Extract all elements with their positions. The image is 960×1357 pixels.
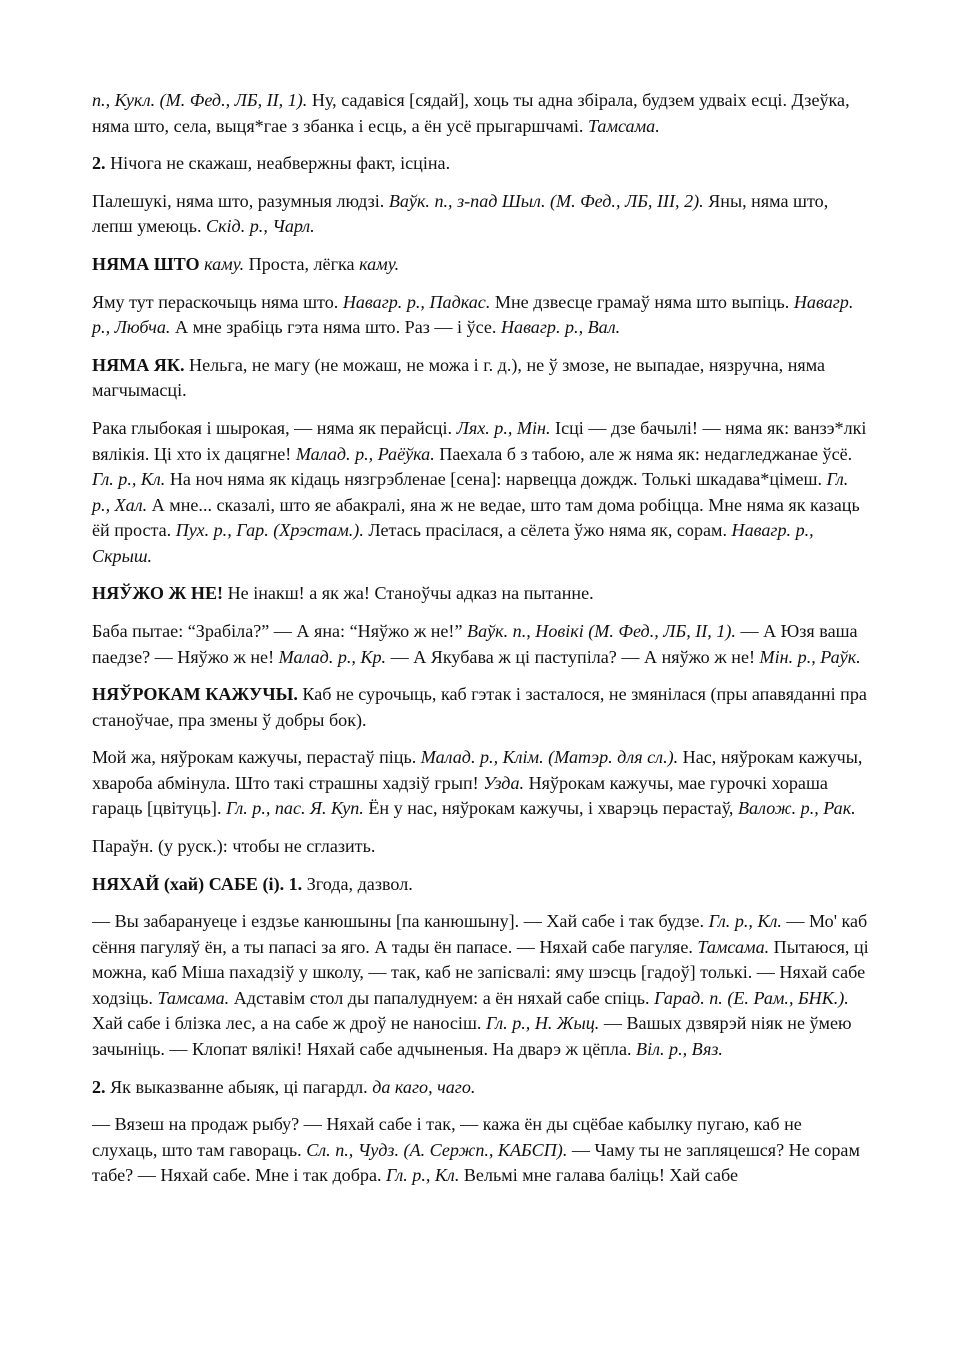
entry-headword: 2. [92, 1076, 106, 1097]
source-reference: Навагр. р., Любча. [92, 291, 854, 338]
entry-headword: НЯХАЙ (хай) САБЕ (і). 1. [92, 873, 303, 894]
text-run: Мой жа, няўрокам кажучы, перастаў піць. [92, 747, 421, 768]
text-run: Пытаюся, ці можна, каб Міша пахадзіў у школу, — так, каб не запісвалі: яму шэсць [гадоў] толькі. — Няхай сабе ходзіць. [92, 936, 869, 1008]
text-run: Ну, садавіся [сядай], хоць ты адна збірала, будзем удваіх есці. Дзеўка, няма што, села, выця*гае з збанка і есць, а ён усё прыгаршчамі. [92, 90, 850, 136]
text-run: Вельмі мне галава баліць! Хай сабе [459, 1165, 738, 1186]
source-reference: Узда. [483, 772, 525, 793]
paragraph [92, 834, 870, 860]
source-reference: Валож. р., Рак. [737, 798, 856, 819]
text-run: — А Якубава ж ці паступіла? — А няўжо ж не! [386, 646, 760, 667]
text-run: — Чаму ты не запляцешся? Не сорам табе? — Няхай сабе. Мне і так добра. [92, 1139, 860, 1186]
paragraph [92, 581, 870, 607]
source-reference: Навагр. р., Падкас. [342, 291, 491, 312]
entry-headword: НЯМА ШТО [92, 254, 200, 275]
source-reference: Лях. р., Мін. [456, 418, 551, 439]
entry-headword: НЯЎРОКАМ КАЖУЧЫ. [92, 684, 298, 705]
text-run: Рака глыбокая і шырокая, — няма як перайсці. [92, 418, 457, 439]
source-reference: Ваўк. п., з-пад Шыл. (М. Фед., ЛБ, ІІІ, 2). [388, 190, 704, 211]
text-run: — Вашых дзвярэй ніяк не ўмею зачыніць. — Клопат вялікі! Няхай сабе адчыненыя. На дварэ ж цёпла. [92, 1013, 852, 1059]
source-reference: каму. [204, 254, 245, 275]
text-run: Не інакш! а як жа! Станоўчы адказ на пытанне. [223, 583, 594, 604]
paragraph [92, 88, 870, 139]
source-reference: Гл. р., Кл. [386, 1165, 460, 1186]
source-reference: Тамсама. [697, 936, 770, 957]
source-reference: Гл. р., Н. Жыц. [485, 1013, 600, 1034]
source-reference: Навагр. р., Скрыш. [92, 520, 814, 566]
text-run: Адставім стол ды папалуднуем: а ён няхай сабе спіць. [229, 987, 655, 1008]
source-reference: Малад. р., Кр. [278, 646, 387, 667]
source-reference: Гарад. п. (Е. Рам., БНК.). [654, 987, 849, 1008]
entry-headword: 2. [92, 153, 106, 174]
paragraph [92, 1075, 870, 1101]
document-page [92, 88, 870, 1201]
text-run: Палешукі, няма што, разумныя людзі. [92, 190, 389, 211]
text-run: Летась прасілася, а сёлета ўжо няма як, сорам. [363, 520, 732, 541]
text-run: — Мо' каб сёння пагуляў ён, а ты папасі за яго. А тады ён папасе. — Няхай сабе пагуляе. [92, 911, 868, 957]
paragraph [92, 619, 870, 670]
source-reference: Тамсама. [157, 987, 230, 1008]
source-reference: Малад. р., Клім. (Матэр. для сл.). [420, 747, 679, 768]
paragraph [92, 1112, 870, 1189]
entry-headword: НЯМА ЯК. [92, 354, 185, 375]
text-run: Проста, лёгка [244, 254, 360, 275]
text-run: А мне... сказалі, што яе абакралі, яна ж не ведае, што там дома робіцца. Мне няма як казаць ёй проста. [92, 494, 860, 541]
text-run: На ноч няма як кідаць нязгрэбленае [сена]: нарвецца дождж. Толькі шкадава*цімеш. [165, 469, 827, 490]
paragraph [92, 252, 870, 278]
text-run: Параўн. (у руск.): чтобы не сглазить. [92, 836, 376, 857]
paragraph [92, 151, 870, 177]
text-run: — Вязеш на продаж рыбу? — Няхай сабе і так, — кажа ён ды сцёбае кабылку пугаю, каб не слухаць, што там гавораць. [92, 1114, 802, 1160]
source-reference: Гл. р., Кл. [92, 469, 166, 490]
text-run: Згода, дазвол. [302, 873, 413, 894]
paragraph [92, 745, 870, 822]
source-reference: Сл. п., Чудз. (А. Сержп., КАБСП). [306, 1139, 568, 1160]
text-run: Мне дзвесце грамаў няма што выпіць. [490, 291, 794, 312]
paragraph [92, 416, 870, 569]
text-run: — Вы забарануеце і ездзье канюшыны [па канюшыну]. — Хай сабе і так будзе. [92, 911, 709, 932]
source-reference: Пух. р., Гар. (Хрэстам.). [175, 520, 364, 541]
source-reference: да каго, чаго. [372, 1076, 476, 1097]
paragraph [92, 909, 870, 1062]
source-reference: Навагр. р., Вал. [500, 317, 621, 338]
paragraph [92, 682, 870, 733]
text-run: Нельга, не магу (не можаш, не можа і г. д.), не ў змозе, не выпадае, нязручна, няма магчымасці. [92, 354, 826, 401]
text-run: Няўрокам кажучы, мае гурочкі хораша гараць [цвітуць]. [92, 772, 828, 819]
source-reference: Гл. р., Кл. [708, 911, 782, 932]
text-run: Ісці — дзе бачылі! — няма як: ванзэ*лкі вялікія. Ці хто іх дацягне! [92, 418, 867, 464]
text-run: Ён у нас, няўрокам кажучы, і хварэць перастаў, [363, 798, 738, 819]
text-run: Хай сабе і блізка лес, а на сабе ж дроў не наносіш. [92, 1013, 486, 1034]
source-reference: каму. [359, 254, 400, 275]
text-run: Баба пытае: “Зрабіла?” — А яна: “Няўжо ж не!” [92, 621, 468, 641]
source-reference: Скід. р., Чарл. [206, 216, 315, 237]
text-run: Нас, няўрокам кажучы, хвароба абмінула. Што такі страшны хадзіў грып! [92, 747, 863, 793]
text-run: Яму тут пераскочыць няма што. [92, 291, 343, 312]
text-run: Каб не сурочыць, каб гэтак і засталося, не змянілася (пры апавяданні пра станоўчае, пра змены ў добры бок). [92, 684, 867, 730]
source-reference: Ваўк. п., Новікі (М. Фед., ЛБ, ІІ, 1). [467, 621, 736, 641]
text-run: — А Юзя ваша паедзе? — Няўжо ж не! [92, 621, 858, 667]
source-reference: Малад. р., Раёўка. [295, 443, 435, 464]
source-reference: п., Кукл. (М. Фед., ЛБ, ІІ, 1). [92, 90, 308, 110]
entry-headword: НЯЎЖО Ж НЕ! [92, 583, 224, 604]
paragraph [92, 353, 870, 404]
text-run: Яны, няма што, лепш умеюць. [92, 190, 829, 237]
text-run: Як выказванне абыяк, ці пагардл. [105, 1076, 373, 1097]
paragraph [92, 872, 870, 898]
paragraph [92, 189, 870, 240]
source-reference: Мін. р., Раўк. [759, 646, 861, 667]
source-reference: Гл. р., Хал. [92, 469, 849, 515]
source-reference: Гл. р., пас. Я. Куп. [226, 798, 364, 819]
source-reference: Тамсама. [587, 115, 660, 136]
text-run: Нічога не скажаш, неабвержны факт, ісціна. [105, 153, 451, 174]
source-reference: Віл. р., Вяз. [636, 1038, 723, 1059]
paragraph [92, 290, 870, 341]
text-run: А мне зрабіць гэта няма што. Раз — і ўсе. [170, 317, 501, 338]
text-run: Паехала б з табою, але ж няма як: недагледжанае ўсё. [434, 443, 853, 464]
